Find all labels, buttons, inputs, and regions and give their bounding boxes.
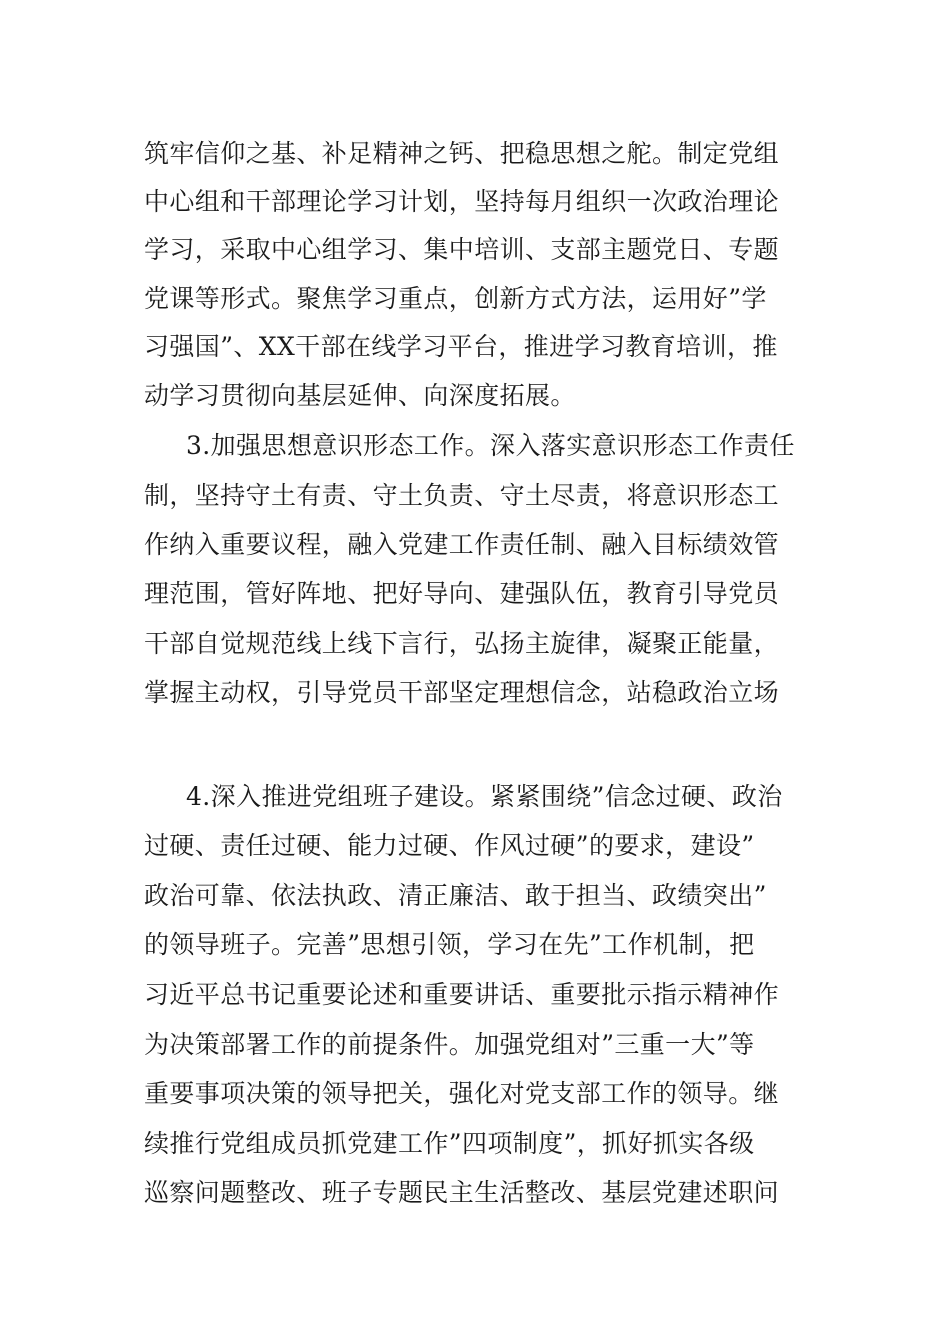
- text-line: 制，坚持守土有责、守土负责、守土尽责，将意识形态工: [144, 481, 780, 510]
- text-line: 习强国”、XX干部在线学习平台，推进学习教育培训，推: [144, 332, 778, 361]
- text-line: 的领导班子。完善”思想引领，学习在先”工作机制，把: [144, 930, 755, 959]
- section-heading-line: 4.深入推进党组班子建设。紧紧围绕”信念过硬、政治: [186, 782, 783, 811]
- section-heading-line: 3.加强思想意识形态工作。深入落实意识形态工作责任: [186, 431, 795, 460]
- text-line: 作纳入重要议程，融入党建工作责任制、融入目标绩效管: [144, 530, 780, 559]
- text-line: 习近平总书记重要论述和重要讲话、重要批示指示精神作: [144, 980, 780, 1009]
- text-line: 党课等形式。聚焦学习重点，创新方式方法，运用好”学: [144, 284, 767, 313]
- text-line: 重要事项决策的领导把关，强化对党支部工作的领导。继: [144, 1079, 780, 1108]
- text-line: 干部自觉规范线上线下言行，弘扬主旋律，凝聚正能量，: [144, 629, 780, 658]
- text-line: 巡察问题整改、班子专题民主生活整改、基层党建述职问: [144, 1178, 780, 1207]
- text-line: 理范围，管好阵地、把好导向、建强队伍，教育引导党员: [144, 579, 780, 608]
- text-line: 掌握主动权，引导党员干部坚定理想信念，站稳政治立场: [144, 678, 780, 707]
- text-line: 动学习贯彻向基层延伸、向深度拓展。: [144, 381, 576, 410]
- text-line: 过硬、责任过硬、能力过硬、作风过硬”的要求，建设”: [144, 831, 755, 860]
- text-line: 续推行党组成员抓党建工作”四项制度”，抓好抓实各级: [144, 1129, 755, 1158]
- text-line: 学习，采取中心组学习、集中培训、支部主题党日、专题: [144, 235, 780, 264]
- text-line: 政治可靠、依法执政、清正廉洁、敢于担当、政绩突出”: [144, 881, 767, 910]
- text-line: 中心组和干部理论学习计划，坚持每月组织一次政治理论: [144, 187, 780, 216]
- text-line: 为决策部署工作的前提条件。加强党组对”三重一大”等: [144, 1030, 755, 1059]
- text-line: 筑牢信仰之基、补足精神之钙、把稳思想之舵。制定党组: [144, 139, 780, 168]
